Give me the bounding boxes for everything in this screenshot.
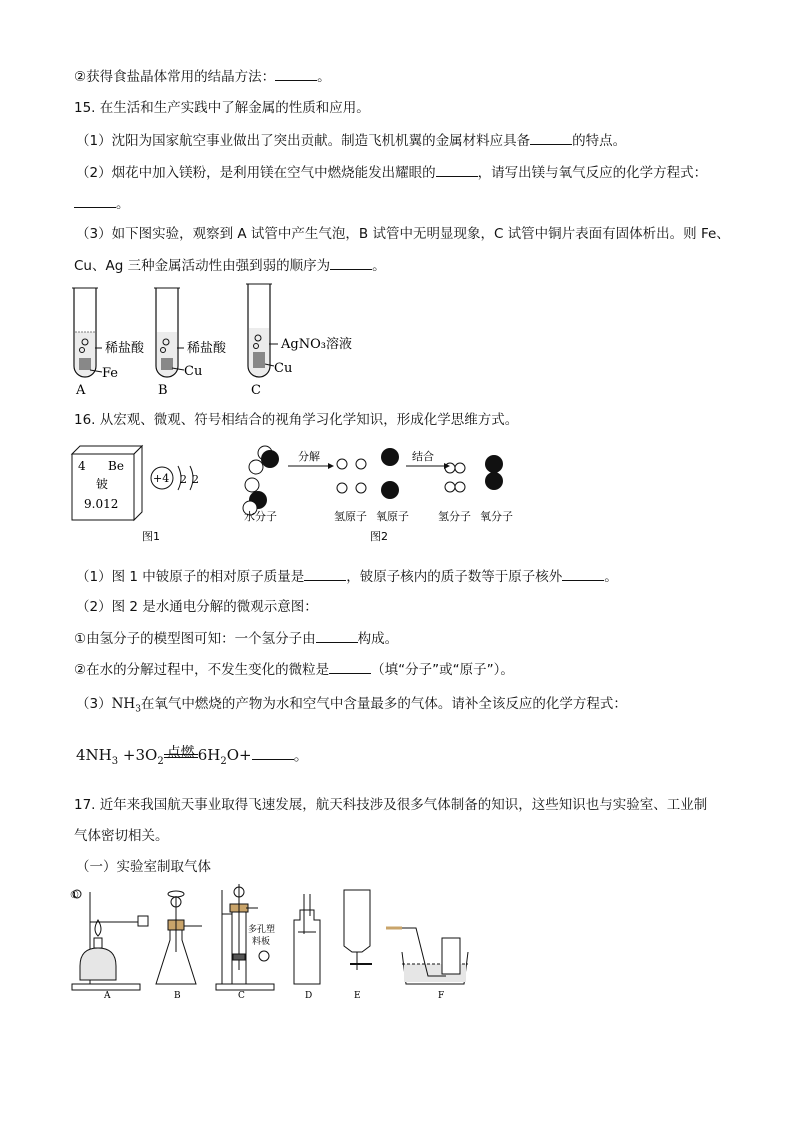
atomic-number: 4 bbox=[78, 459, 86, 473]
q16-part1: （1）图 1 中铍原子的相对原子质量是 ，铍原子核内的质子数等于原子核外 。 bbox=[76, 566, 618, 587]
arrow-decompose-label: 分解 bbox=[298, 450, 320, 463]
test-tube-b bbox=[154, 288, 184, 377]
label-oxygen-atom: 氧原子 bbox=[376, 510, 409, 523]
apparatus-a-heating bbox=[72, 890, 148, 990]
apparatus-f-water-trough bbox=[386, 928, 468, 984]
answer-blank[interactable] bbox=[316, 628, 358, 643]
arrow-combine-label: 结合 bbox=[412, 450, 434, 463]
shell-2-electrons: 2 bbox=[192, 473, 199, 486]
label-oxygen-molecule: 氧分子 bbox=[480, 510, 513, 523]
tube-a-liquid-label: 稀盐酸 bbox=[105, 341, 145, 356]
hydrogen-atoms bbox=[337, 459, 366, 493]
element-name: 铍 bbox=[96, 477, 109, 491]
fig2-caption: 图2 bbox=[370, 530, 388, 543]
label-hydrogen-atom: 氢原子 bbox=[334, 510, 367, 523]
apparatus-b-flask bbox=[156, 891, 202, 984]
atomic-mass: 9.012 bbox=[84, 497, 119, 511]
q17-title-line2: 气体密切相关。 bbox=[74, 828, 169, 844]
q16-part2: （2）图 2 是水通电分解的微观示意图： bbox=[76, 599, 318, 615]
shell-1-electrons: 2 bbox=[180, 473, 187, 486]
q14-item2: ②获得食盐晶体常用的结晶方法： 。 bbox=[74, 66, 331, 87]
apparatus-d-bottle bbox=[294, 894, 320, 984]
label-e: E bbox=[354, 991, 361, 1001]
tube-b-letter: B bbox=[158, 383, 168, 398]
label-hydrogen-molecule: 氢分子 bbox=[438, 510, 471, 523]
q15-part3-cont: Cu、Ag 三种金属活动性由强到弱的顺序为 。 bbox=[74, 255, 386, 276]
answer-blank[interactable] bbox=[329, 659, 371, 674]
test-tubes-figure bbox=[66, 280, 366, 402]
label-c: C bbox=[238, 991, 245, 1001]
q16-figures bbox=[66, 440, 526, 550]
nucleus-charge: +4 bbox=[153, 472, 170, 485]
formula-nh3: $NH_3$ bbox=[111, 696, 141, 715]
q15-part2-cont: 。 bbox=[74, 193, 130, 214]
q16-part2-1: ①由氢分子的模型图可知：一个氢分子由 构成。 bbox=[74, 628, 398, 649]
q15-part3: （3）如下图实验，观察到 A 试管中产生气泡，B 试管中无明显现象，C 试管中铜片表面有固体析出。则 Fe、 bbox=[76, 226, 730, 242]
label-water-molecule: 水分子 bbox=[244, 510, 277, 523]
q16-title: 16. 从宏观、微观、符号相结合的视角学习化学知识，形成化学思维方式。 bbox=[74, 412, 519, 428]
answer-blank[interactable] bbox=[304, 566, 346, 581]
oxygen-molecule bbox=[485, 455, 503, 490]
answer-blank[interactable] bbox=[74, 193, 116, 208]
answer-blank[interactable] bbox=[436, 162, 478, 177]
label-d: D bbox=[305, 991, 313, 1001]
tube-c-liquid-label: AgNO₃溶液 bbox=[281, 337, 352, 352]
apparatus-e-inverted-bottle bbox=[344, 890, 372, 970]
answer-blank[interactable] bbox=[252, 745, 294, 760]
label-b: B bbox=[174, 991, 181, 1001]
porous-plate-label-2: 料板 bbox=[252, 937, 271, 947]
chemical-equation: $4NH_3 +3O_2$ 点燃 $6H_2O+$ 。 bbox=[76, 745, 309, 767]
tube-b-metal-label: Cu bbox=[184, 364, 203, 379]
answer-blank[interactable] bbox=[275, 66, 317, 81]
label-f: F bbox=[438, 991, 445, 1001]
q15-part1: （1）沈阳为国家航空事业做出了突出贡献。制造飞机机翼的金属材料应具备 的特点。 bbox=[76, 130, 626, 151]
label-a: A bbox=[104, 991, 111, 1001]
answer-blank[interactable] bbox=[530, 130, 572, 145]
tube-b-liquid-label: 稀盐酸 bbox=[187, 341, 227, 356]
lab-apparatus-figure bbox=[68, 880, 478, 1002]
tube-a-letter: A bbox=[76, 383, 86, 398]
q17-section1: （一）实验室制取气体 bbox=[76, 859, 211, 875]
q16-part2-2: ②在水的分解过程中，不发生变化的微粒是 （填“分子”或“原子”）。 bbox=[74, 659, 514, 680]
tube-c-metal-label: Cu bbox=[274, 361, 293, 376]
q17-title-line1: 17. 近年来我国航天事业取得飞速发展，航天科技涉及很多气体制备的知识，这些知识也与实验室、工业制 bbox=[74, 797, 708, 813]
q15-part2: （2）烟花中加入镁粉，是利用镁在空气中燃烧能发出耀眼的 ，请写出镁与氧气反应的化学方程式： bbox=[76, 162, 707, 183]
water-molecules bbox=[243, 446, 279, 515]
marker-1: ① bbox=[70, 890, 79, 901]
answer-blank[interactable] bbox=[562, 566, 604, 581]
test-tube-a bbox=[72, 288, 102, 377]
element-symbol: Be bbox=[108, 459, 124, 473]
tube-a-metal-label: Fe bbox=[102, 366, 119, 381]
answer-blank[interactable] bbox=[330, 255, 372, 270]
q15-title: 15. 在生活和生产实践中了解金属的性质和应用。 bbox=[74, 100, 370, 116]
tube-c-letter: C bbox=[251, 383, 261, 398]
oxygen-atoms bbox=[381, 448, 399, 499]
fig1-caption: 图1 bbox=[142, 530, 160, 543]
porous-plate-label-1: 多孔塑 bbox=[248, 925, 276, 935]
q16-part3: $(3)NH_3$在氧气中燃烧的产物为水和空气中含量最多的气体。请补全该反应的化学方程式： bbox=[76, 696, 627, 715]
hydrogen-molecules bbox=[445, 463, 465, 492]
